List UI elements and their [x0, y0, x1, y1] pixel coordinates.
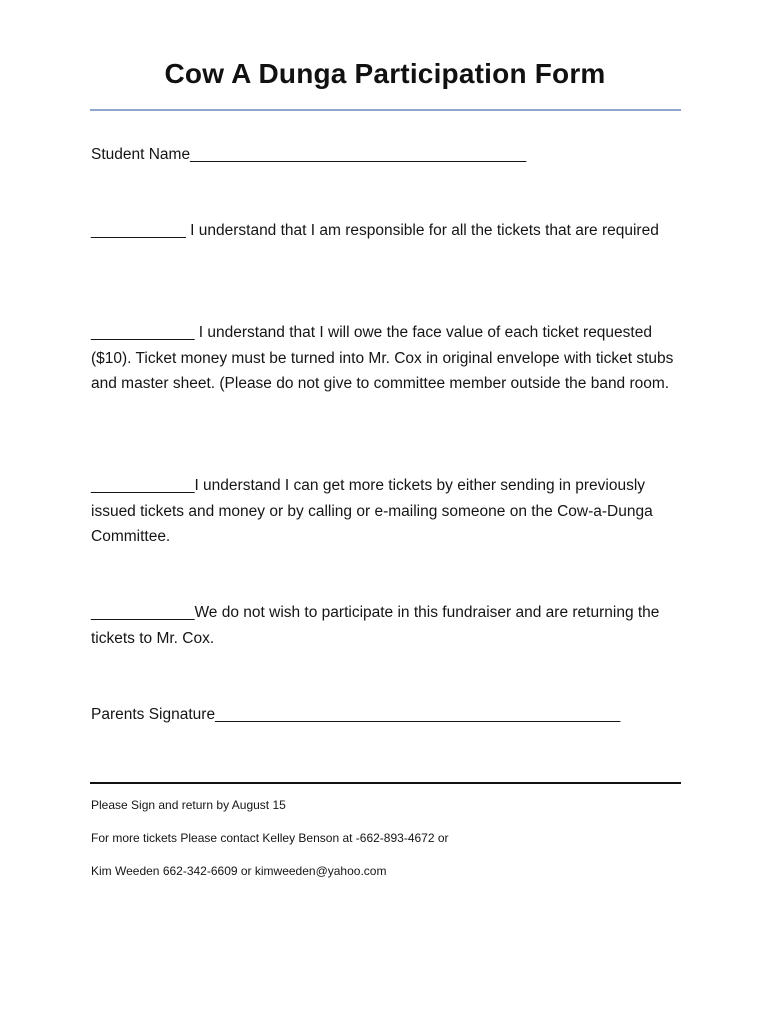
footer-return-note: Please Sign and return by August 15 [91, 798, 286, 812]
statement-owe-face-value: ____________ I understand that I will owe the face value of each ticket requested ($10). Ticket money must be turned into Mr. Cox in original envelope with ticket stubs and master sheet. (Please do not give to committee member outside the band room. [91, 324, 674, 392]
statement-responsible-tickets: ___________ I understand that I am responsible for all the tickets that are required [91, 222, 659, 239]
footer-contact-2: Kim Weeden 662-342-6609 or kimweeden@yahoo.com [91, 864, 387, 878]
student-name-line: Student Name_______________________________________ [91, 146, 527, 163]
statement-not-participate: ____________We do not wish to participate in this fundraiser and are returning the tickets to Mr. Cox. [91, 604, 660, 647]
title-divider [90, 109, 681, 111]
footer-divider [90, 782, 681, 784]
page-title: Cow A Dunga Participation Form [164, 58, 606, 89]
footer-contact-1: For more tickets Please contact Kelley Benson at -662-893-4672 or [91, 831, 449, 845]
parent-signature-line: Parents Signature_______________________________________________ [91, 706, 621, 723]
statement-more-tickets: ____________I understand I can get more tickets by either sending in previously issued tickets and money or by calling or e-mailing someone on the Cow-a-Dunga Committee. [91, 477, 653, 545]
